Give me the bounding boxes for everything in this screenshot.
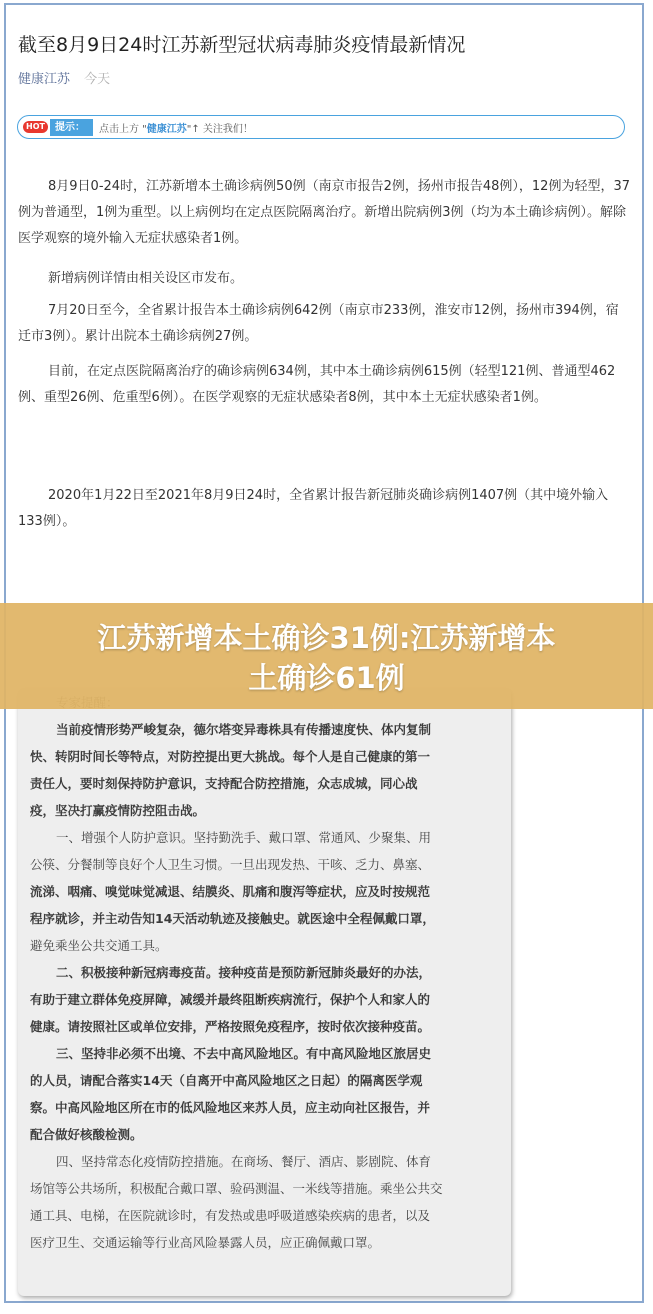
expert-line: 三、坚持非必须不出境、不去中高风险地区。有中高风险地区旅居史 (56, 1046, 432, 1061)
expert-line: 有助于建立群体免疫屏障，减缓并最终阻断疾病流行，保护个人和家人的 (30, 992, 431, 1007)
publish-time: 今天 (84, 72, 111, 87)
expert-line: 公筷、分餐制等良好个人卫生习惯。一旦出现发热、干咳、乏力、鼻塞、 (30, 857, 431, 872)
expert-line: 察。中高风险地区所在市的低风险地区来苏人员，应主动向社区报告，并 (30, 1100, 431, 1115)
article-meta (18, 68, 110, 87)
source-link[interactable]: 健康江苏 (18, 72, 71, 87)
expert-line: 一、增强个人防护意识。坚持勤洗手、戴口罩、常通风、少聚集、用 (56, 830, 432, 845)
paragraph-total: 2020年1月22日至2021年8月9日24时，全省累计报告新冠肺炎确诊病例1407例（其中境外输入133例）。 (18, 488, 609, 529)
expert-line: 健康。请按照社区或单位安排，严格按照免疫程序，按时依次接种疫苗。 (30, 1019, 431, 1034)
expert-line: 场馆等公共场所，积极配合戴口罩、验码测温、一米线等措施。乘坐公共交 (30, 1181, 443, 1196)
tip-text: 点击上方 "健康江苏"↑ 关注我们！ (98, 123, 253, 135)
banner-line-1: 江苏新增本土确诊31例:江苏新增本 (97, 621, 556, 655)
expert-line: 疫，坚决打赢疫情防控阻击战。 (30, 803, 206, 818)
expert-line: 当前疫情形势严峻复杂，德尔塔变异毒株具有传播速度快、体内复制 (56, 722, 432, 737)
expert-line: 程序就诊，并主动告知14天活动轨迹及接触史。就医途中全程佩戴口罩， (30, 911, 435, 926)
expert-line: 医疗卫生、交通运输等行业高风险暴露人员，应正确佩戴口罩。 (30, 1235, 381, 1250)
banner-line-2: 土确诊61例 (248, 661, 405, 695)
tip-label: 提示： (50, 119, 93, 136)
article-title: 截至8月9日24时江苏新型冠状病毒肺炎疫情最新情况 (18, 34, 466, 56)
expert-line: 责任人，要时刻保持防护意识，支持配合防控措施，众志成城，同心战 (30, 776, 418, 791)
expert-line: 流涕、咽痛、嗅觉味觉减退、结膜炎、肌痛和腹泻等症状，应及时按规范 (30, 884, 431, 899)
paragraph-new-cases: 8月9日0-24时，江苏新增本土确诊病例50例（南京市报告2例，扬州市报告48例），12例为轻型，37例为普通型，1例为重型。以上病例均在定点医院隔离治疗。新增出院病例3例（均为本土确诊病例）。解除医学观察的境外输入无症状感染者1例。 (18, 179, 630, 246)
tip-brand: 健康江苏 (146, 123, 187, 135)
headline-banner (0, 603, 653, 709)
expert-reminder-card (18, 688, 511, 1296)
expert-line: 四、坚持常态化疫情防控措施。在商场、餐厅、酒店、影剧院、体育 (56, 1154, 432, 1169)
expert-line: 二、积极接种新冠病毒疫苗。接种疫苗是预防新冠肺炎最好的办法， (56, 965, 432, 980)
expert-line: 配合做好核酸检测。 (30, 1127, 143, 1142)
paragraph-current: 目前，在定点医院隔离治疗的确诊病例634例，其中本土确诊病例615例（轻型121例、普通型462例、重型26例、危重型6例）。在医学观察的无症状感染者8例，其中本土无症状感染者1例。 (18, 364, 616, 405)
paragraph-details: 新增病例详情由相关设区市发布。 (48, 271, 244, 286)
expert-line: 避免乘坐公共交通工具。 (30, 938, 168, 953)
follow-tip-bar[interactable] (17, 115, 625, 139)
expert-line: 的人员，请配合落实14天（自离开中高风险地区之日起）的隔离医学观 (30, 1073, 423, 1088)
hot-badge: HOT (23, 121, 48, 133)
paragraph-cumulative: 7月20日至今，全省累计报告本土确诊病例642例（南京市233例，淮安市12例，扬州市394例，宿迁市3例）。累计出院本土确诊病例27例。 (18, 303, 619, 344)
expert-line: 快、转阴时间长等特点，对防控提出更大挑战。每个人是自己健康的第一 (30, 749, 431, 764)
expert-line: 通工具、电梯，在医院就诊时，有发热或患呼吸道感染疾病的患者，以及 (30, 1208, 431, 1223)
